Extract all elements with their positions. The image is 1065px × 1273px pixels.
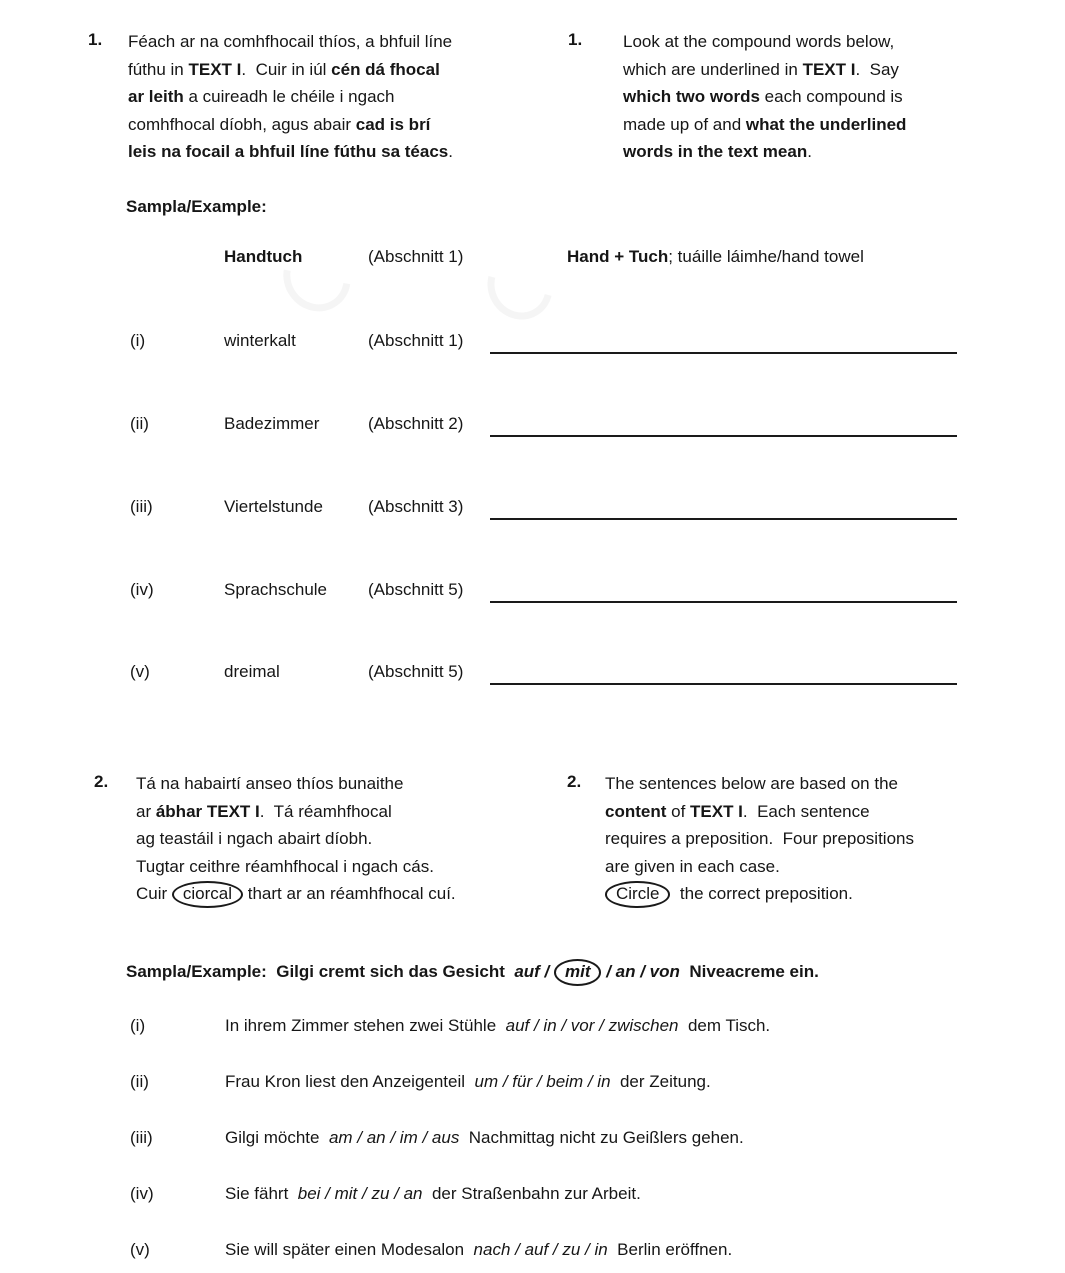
compound-word-row [0,662,1065,692]
item-number: (ii) [130,1072,149,1091]
compound-word: Badezimmer [224,414,320,433]
compound-word-row [0,580,1065,610]
circled-word: Circle [605,881,670,908]
sample-abschnitt-ref: (Abschnitt 1) [368,247,464,266]
item-number: (ii) [130,414,149,433]
abschnitt-ref: (Abschnitt 2) [368,414,464,433]
compound-word: Viertelstunde [224,497,323,516]
preposition-sentence-row [0,1072,1065,1102]
sentence-text: Gilgi möchte am / an / im / aus Nachmittag nicht zu Geißlers gehen. [225,1128,744,1147]
item-number: (i) [130,331,146,350]
preposition-sentence-row [0,1128,1065,1158]
answer-blank-line [490,683,957,685]
abschnitt-ref: (Abschnitt 5) [368,580,464,599]
item-number: (iv) [130,1184,154,1203]
question-1-number-irish: 1. [88,30,103,49]
item-number: (i) [130,1016,146,1035]
answer-blank-line [490,352,957,354]
question-2-instructions-english: The sentences below are based on the content of TEXT I. Each sentence requires a preposition. Four prepositions are given in each case. Circle the correct preposition. [605,770,995,908]
sample-compound-word: Handtuch [224,247,303,266]
question-1-instructions-english: Look at the compound words below, which are underlined in TEXT I. Say which two words each compound is made up of and what the underlined words in the text mean. [623,32,907,161]
scan-artifact [270,229,364,324]
abschnitt-ref: (Abschnitt 5) [368,662,464,681]
question-1-number-english: 1. [568,30,583,49]
item-number: (v) [130,1240,150,1259]
circled-word: ciorcal [172,881,243,908]
circled-word: mit [554,959,602,986]
item-number: (iii) [130,497,153,516]
sample-answer: Hand + Tuch; tuáille láimhe/hand towel [567,247,864,266]
sample-sentence-q2: Sampla/Example: Gilgi cremt sich das Gesicht auf / mit / an / von Niveacreme ein. [126,962,1026,982]
question-2-number-irish: 2. [94,772,109,791]
answer-blank-line [490,601,957,603]
question-2-number-english: 2. [567,772,582,791]
preposition-sentence-row [0,1240,1065,1270]
preposition-sentence-row [0,1016,1065,1046]
compound-word: Sprachschule [224,580,328,599]
sentence-text: Sie will später einen Modesalon nach / auf / zu / in Berlin eröffnen. [225,1240,733,1259]
question-1-instructions-irish: Féach ar na comhfhocail thíos, a bhfuil líne fúthu in TEXT I. Cuir in iúl cén dá fhocal ar leith a cuireadh le chéile i ngach comhfhocal díobh, agus abair cad is brí leis na focail a bhfuil líne fúthu sa téacs. [128,32,453,161]
item-number: (iv) [130,580,154,599]
question-2-instructions-irish: Tá na habairtí anseo thíos bunaithe ar ábhar TEXT I. Tá réamhfhocal ag teastáil i ngach abairt díobh. Tugtar ceithre réamhfhocal i ngach cás. Cuir ciorcal thart ar an réamhfhocal cuí. [136,770,546,908]
scan-artifact [475,241,564,332]
compound-word-row [0,497,1065,527]
sentence-text: Sie fährt bei / mit / zu / an der Straßenbahn zur Arbeit. [225,1184,641,1203]
compound-word-row [0,414,1065,444]
item-number: (iii) [130,1128,153,1147]
answer-blank-line [490,435,957,437]
answer-blank-line [490,518,957,520]
sentence-text: In ihrem Zimmer stehen zwei Stühle auf / in / vor / zwischen dem Tisch. [225,1016,771,1035]
compound-word-row [0,331,1065,361]
abschnitt-ref: (Abschnitt 3) [368,497,464,516]
compound-word: dreimal [224,662,280,681]
sample-label-q1: Sampla/Example: [126,197,267,216]
sentence-text: Frau Kron liest den Anzeigenteil um / für / beim / in der Zeitung. [225,1072,711,1091]
abschnitt-ref: (Abschnitt 1) [368,331,464,350]
item-number: (v) [130,662,150,681]
compound-word: winterkalt [224,331,296,350]
preposition-sentence-row [0,1184,1065,1214]
